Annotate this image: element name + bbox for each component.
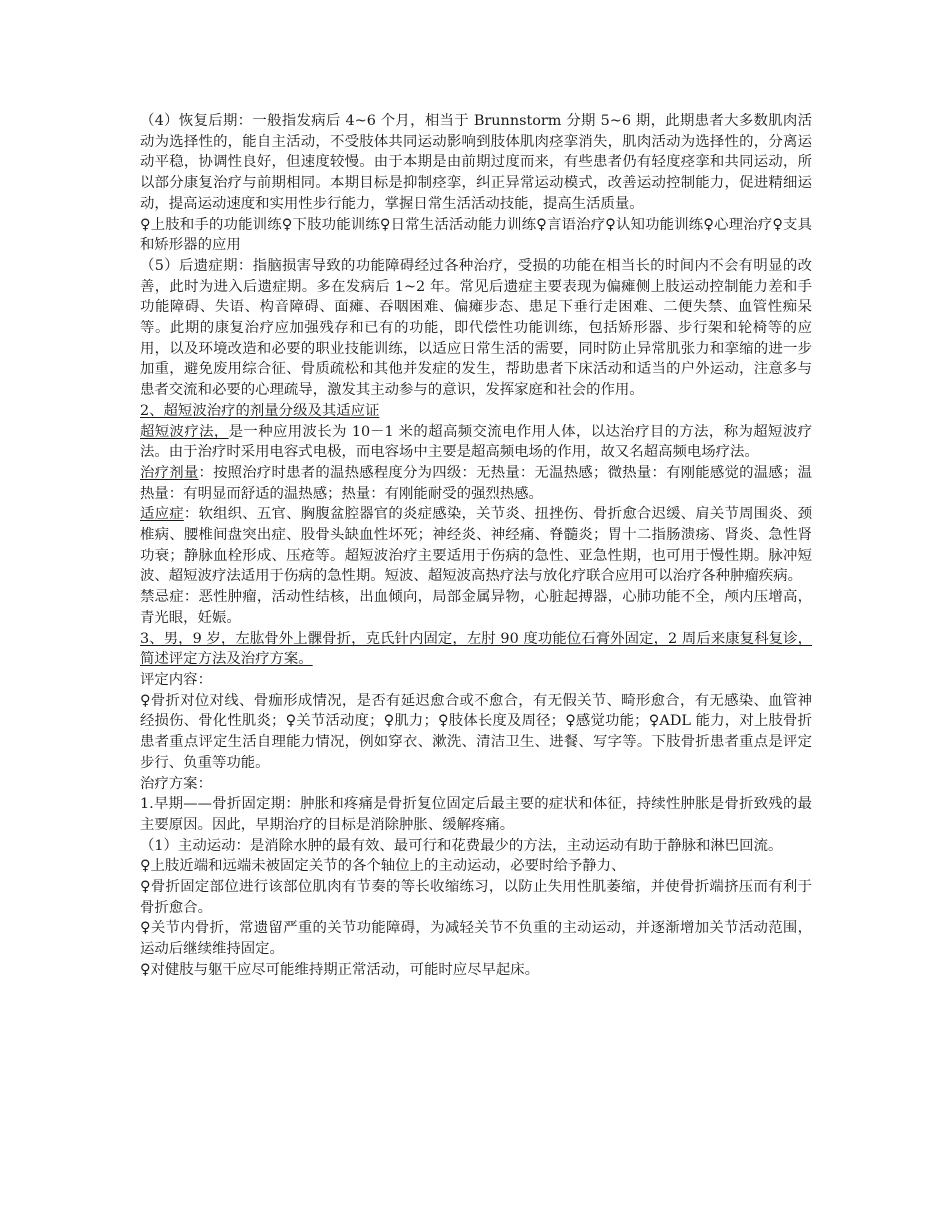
paragraph-early-stage bbox=[140, 794, 812, 835]
text-span: 治疗方案： bbox=[140, 775, 212, 792]
heading-ultrashortwave bbox=[140, 401, 812, 422]
text-span: （4）恢复后期：一般指发病后 4~6 个月，相当于 Brunnstorm 分期 5~6 期，此期患者大多数肌肉活动为选择性的，能自主活动，不受肢体共同运动影响到肢体肌肉痉挛消失，肌肉活动为选择性的，分离运动平稳，协调性良好，但速度较慢。由于本期是由前期过度而来，有些患者仍有轻度痉挛和共同运动，所以部分康复治疗与前期相同。本期目标是抑制痉挛，纠正异常运动模式，改善运动控制能力，促进精细运动，提高运动速度和实用性步行能力，掌握日常生活活动技能，提高生活质量。 bbox=[140, 113, 812, 212]
paragraph-recovery-late-stage bbox=[140, 111, 812, 215]
text-span: 1.早期——骨折固定期：肿胀和疼痛是骨折复位固定后最主要的症状和体征，持续性肿胀是骨折致残的最主要原因。因此，早期治疗的目标是消除肿胀、缓解疼痛。 bbox=[140, 796, 812, 833]
text-span: （5）后遗症期：指脑损害导致的功能障碍经过各种治疗，受损的功能在相当长的时间内不会有明显的改善，此时为进入后遗症期。多在发病后 1~2 年。常见后遗症主要表现为偏瘫侧上肢运动控制能力差和手功能障碍、失语、构音障碍、面瘫、吞咽困难、偏瘫步态、患足下垂行走困难、二便失禁、血管性痴呆等。此期的康复治疗应加强残存和已有的功能，即代偿性功能训练，包括矫形器、步行架和轮椅等的应用，以及环境改造和必要的职业技能训练，以适应日常生活的需要，同时防止异常肌张力和挛缩的进一步加重，避免废用综合征、骨质疏松和其他并发症的发生，帮助患者下床活动和适当的户外运动，注意多与患者交流和必要的心理疏导，激发其主动参与的意识，发挥家庭和社会的作用。 bbox=[140, 257, 812, 399]
text-span: ♀上肢近端和远端未被固定关节的各个轴位上的主动运动，必要时给予静力、 bbox=[140, 858, 626, 875]
bullet-upper-limb bbox=[140, 856, 812, 877]
term-label: 超短波疗法， bbox=[140, 423, 229, 440]
text-span: ♀骨折固定部位进行该部位肌肉有节奏的等长收缩练习，以防止失用性肌萎缩，并使骨折端挤压而有利于骨折愈合。 bbox=[140, 879, 812, 916]
bullet-isometric bbox=[140, 877, 812, 918]
text-span: ：按照治疗时患者的温热感程度分为四级：无热量：无温热感；微热量：有刚能感觉的温感；温热量：有明显而舒适的温热感；热量：有刚能耐受的强烈热感。 bbox=[140, 464, 812, 502]
text-span: 禁忌症：恶性肿瘤，活动性结核，出血倾向，局部金属异物，心脏起搏器，心肺功能不全，颅内压增高，青光眼，妊娠。 bbox=[140, 589, 812, 626]
text-span: （1）主动运动：是消除水肿的最有效、最可行和花费最少的方法，主动运动有助于静脉和淋巴回流。 bbox=[140, 837, 783, 854]
paragraph-active-exercise bbox=[140, 836, 812, 857]
bullet-intra-articular bbox=[140, 918, 812, 959]
text-span: 评定内容： bbox=[140, 671, 212, 688]
term-label: 适应症 bbox=[140, 506, 184, 523]
paragraph-assessment-content bbox=[140, 691, 812, 774]
document-page bbox=[140, 111, 812, 981]
paragraph-training-list bbox=[140, 215, 812, 256]
text-span: ：软组织、五官、胸腹盆腔器官的炎症感染，关节炎、扭挫伤、骨折愈合迟缓、肩关节周围炎、颈椎病、腰椎间盘突出症、股骨头缺血性坏死；神经炎、神经痛、脊髓炎；胃十二指肠溃疡、肾炎、急性肾功衰；静脉血栓形成、压疮等。超短波治疗主要适用于伤病的急性、亚急性期，也可用于慢性期。脉冲短波、超短波疗法适用于伤病的急性期。短波、超短波高热疗法与放化疗联合应用可以治疗各种肿瘤疾病。 bbox=[140, 506, 812, 585]
bullet-healthy-limb bbox=[140, 960, 812, 981]
paragraph-ultrashortwave-definition bbox=[140, 422, 812, 463]
heading-text: 2、超短波治疗的剂量分级及其适应证 bbox=[140, 402, 380, 419]
text-span: ♀对健肢与躯干应尽可能维持期正常活动，可能时应尽早起床。 bbox=[140, 961, 540, 978]
text-span: ♀上肢和手的功能训练♀下肢功能训练♀日常生活活动能力训练♀言语治疗♀认知功能训练♀心理治疗♀支具和矫形器的应用 bbox=[140, 216, 812, 254]
paragraph-contraindications bbox=[140, 587, 812, 628]
paragraph-indications bbox=[140, 504, 812, 587]
term-label: 治疗剂量 bbox=[140, 464, 199, 481]
label-assessment bbox=[140, 670, 812, 691]
heading-text: 3、男，9 岁，左肱骨外上髁骨折，克氏针内固定，左肘 90 度功能位石膏外固定，2 周后来康复科复诊，简述评定方法及治疗方案。 bbox=[140, 630, 812, 668]
text-span: 是一种应用波长为 10－1 米的超高频交流电作用人体，以达治疗目的方法，称为超短波疗法。由于治疗时采用电容式电极，而电容场中主要是超高频电场的作用，故又名超高频电场疗法。 bbox=[140, 423, 812, 461]
label-treatment-plan bbox=[140, 774, 812, 795]
text-span: ♀骨折对位对线、骨痂形成情况，是否有延迟愈合或不愈合，有无假关节、畸形愈合，有无感染、血管神经损伤、骨化性肌炎；♀关节活动度；♀肌力；♀肢体长度及周径；♀感觉功能；♀ADL 能力，对上肢骨折患者重点评定生活自理能力情况，例如穿衣、漱洗、清洁卫生、进餐、写字等。下肢骨折患者重点是评定步行、负重等功能。 bbox=[140, 692, 812, 771]
paragraph-dosage bbox=[140, 463, 812, 504]
text-span: ♀关节内骨折，常遗留严重的关节功能障碍，为减轻关节不负重的主动运动，并逐渐增加关节活动范围，运动后继续维持固定。 bbox=[140, 920, 812, 958]
heading-case-question bbox=[140, 629, 812, 670]
paragraph-sequela-stage bbox=[140, 256, 812, 401]
